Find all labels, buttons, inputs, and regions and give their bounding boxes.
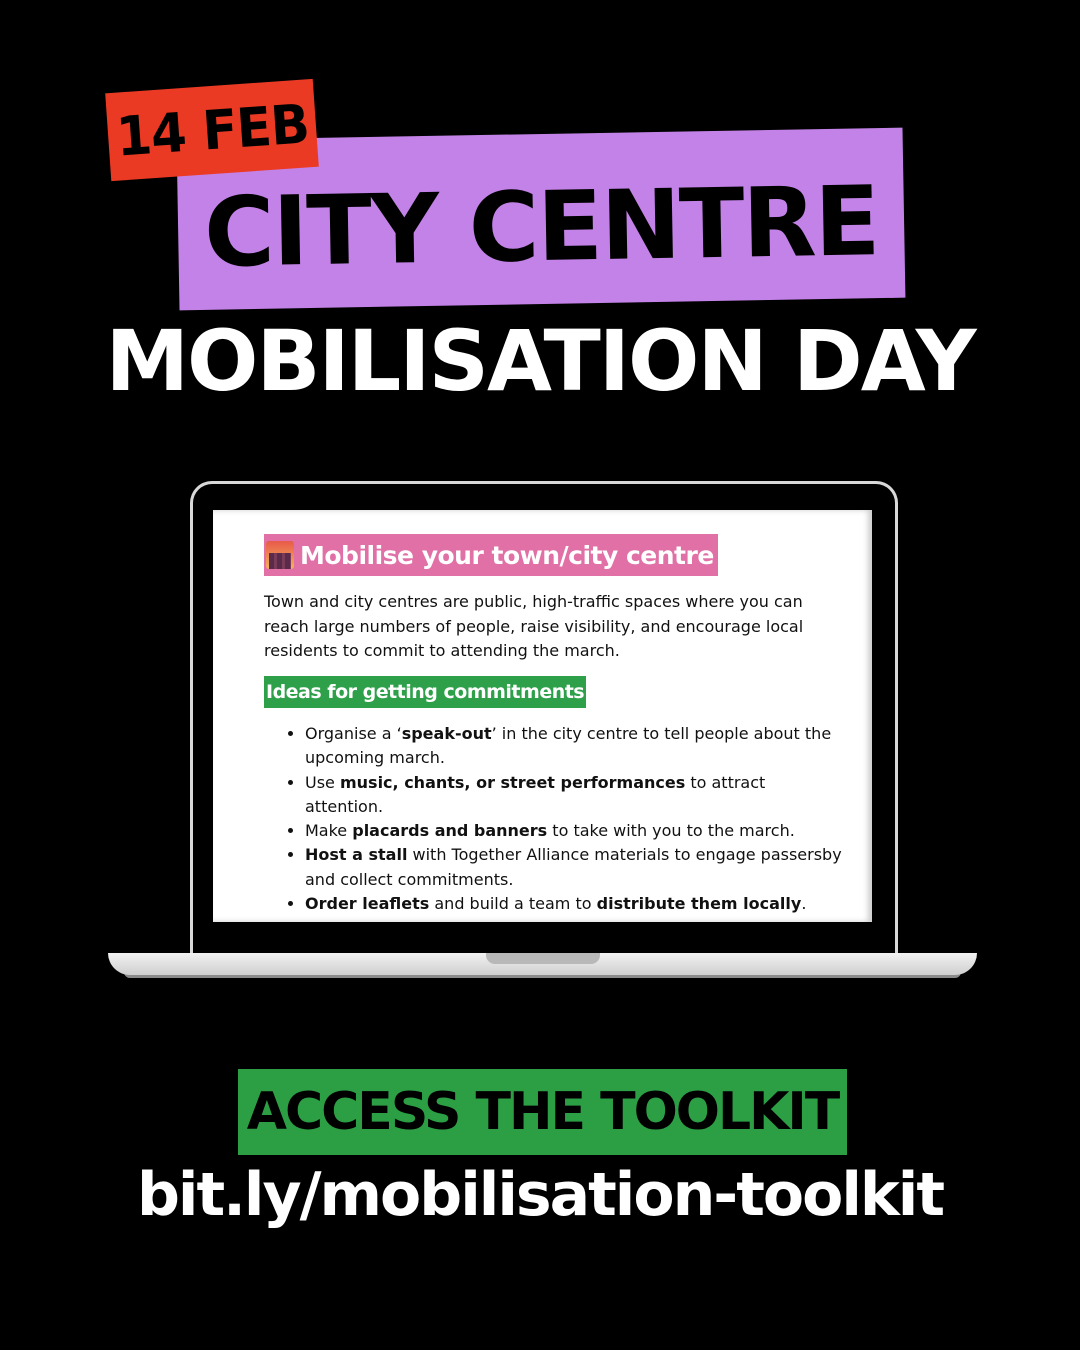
doc-intro: Town and city centres are public, high-traffic spaces where you can reach large numbers of people, raise visibility, and encourage local residents to commit to attending the march. — [264, 592, 804, 660]
doc-subheading — [264, 676, 586, 708]
doc-heading-text: Mobilise your town/city centre — [300, 540, 714, 570]
cta-banner — [238, 1069, 847, 1155]
list-item: • Organise a ‘speak-out’ in the city centre to tell people about the upcoming march. — [305, 722, 845, 771]
date-label: 14 FEB — [113, 91, 311, 169]
laptop-notch — [486, 953, 600, 964]
page-subtitle: MOBILISATION DAY — [105, 312, 975, 410]
date-badge — [105, 79, 319, 181]
laptop-screen — [213, 510, 872, 922]
page-title: CITY CENTRE — [203, 165, 880, 289]
cta-label: ACCESS THE TOOLKIT — [246, 1082, 839, 1142]
list-item: • Order leaflets and build a team to distribute them locally. — [305, 892, 845, 916]
list-item: • Make placards and banners to take with you to the march. — [305, 819, 845, 843]
doc-subheading-text: Ideas for getting commitments — [266, 681, 585, 703]
toolkit-link[interactable]: bit.ly/mobilisation-toolkit — [136, 1160, 944, 1230]
cityscape-icon — [266, 541, 294, 569]
list-item: • Use music, chants, or street performances to attract attention. — [305, 771, 845, 820]
doc-heading — [264, 534, 718, 576]
list-item: • Host a stall with Together Alliance materials to engage passersby and collect commitments. — [305, 843, 845, 892]
ideas-list — [283, 722, 845, 916]
